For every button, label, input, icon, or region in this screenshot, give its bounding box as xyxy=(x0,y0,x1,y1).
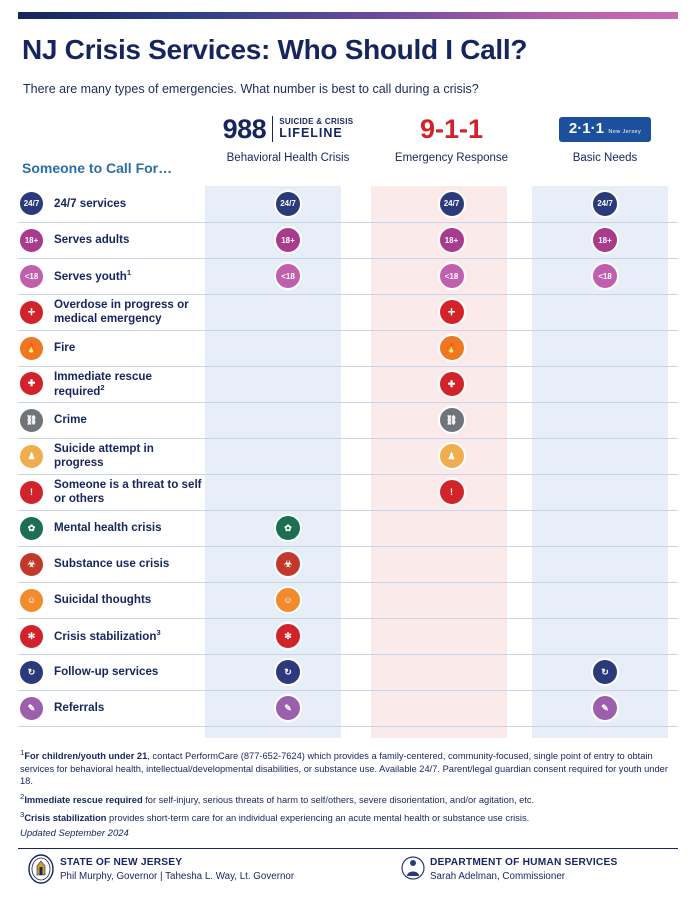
fire-flame-icon: 🔥 xyxy=(18,335,45,362)
logo-988-text xyxy=(279,118,353,140)
matrix-cell xyxy=(532,654,678,690)
table-row xyxy=(18,474,678,510)
row-label-footnote-marker: 1 xyxy=(126,267,131,277)
substance-use-icon: ☣ xyxy=(274,550,302,578)
matrix-cell xyxy=(532,546,678,582)
row-label-cell xyxy=(18,222,205,258)
row-label-cell xyxy=(18,582,205,618)
row-label-text: Serves adults xyxy=(54,233,130,247)
logo-211 xyxy=(532,112,678,146)
matrix-cell xyxy=(205,186,371,222)
row-label-text: Follow-up services xyxy=(54,665,159,679)
row-label-text: Referrals xyxy=(54,701,105,715)
row-label-cell xyxy=(18,402,205,438)
state-seal-icon xyxy=(28,854,54,884)
logo-divider xyxy=(272,116,273,142)
top-gradient-bar xyxy=(18,12,678,19)
footer-right-subtitle: Sarah Adelman, Commissioner xyxy=(430,870,566,882)
footer-divider xyxy=(18,848,678,849)
matrix-cell xyxy=(205,474,371,510)
row-label-text: Mental health crisis xyxy=(54,521,162,535)
row-label-cell xyxy=(18,546,205,582)
fire-flame-icon: 🔥 xyxy=(438,334,466,362)
row-label-header: Someone to Call For… xyxy=(22,160,173,176)
youth-under18-icon: <18 xyxy=(438,262,466,290)
matrix-cell xyxy=(205,258,371,294)
row-label-cell xyxy=(18,294,205,330)
row-label-text: 24/7 services xyxy=(54,196,127,210)
dhs-logo-icon xyxy=(398,854,424,884)
warning-triangle-icon: ! xyxy=(18,479,45,506)
column-subtitle-911: Emergency Response xyxy=(394,152,509,164)
handcuffs-icon: ⛓ xyxy=(18,407,45,434)
footnote-2-bold: Immediate rescue required xyxy=(24,794,143,805)
footer-right xyxy=(430,856,617,883)
logo-988-line2: LIFELINE xyxy=(279,125,343,140)
clock-247-icon: 24/7 xyxy=(438,190,466,218)
clock-247-icon: 24/7 xyxy=(591,190,619,218)
person-alert-icon: ♟ xyxy=(438,442,466,470)
footer-right-title: DEPARTMENT OF HUMAN SERVICES xyxy=(430,857,618,868)
row-label-cell xyxy=(18,186,205,222)
adults-18plus-icon: 18+ xyxy=(274,226,302,254)
footnote-3: $^3$Crisis stabilization provides short-term care for an individual experiencing an acute mental health or substance use crisis. xyxy=(20,810,530,824)
row-label-text: Suicide attempt in progress xyxy=(54,442,154,469)
rescue-icon: ✚ xyxy=(438,370,466,398)
matrix-cell xyxy=(205,654,371,690)
person-alert-icon: ♟ xyxy=(18,443,45,470)
matrix-cell xyxy=(371,618,532,654)
matrix-cell xyxy=(205,330,371,366)
matrix-cell xyxy=(371,510,532,546)
adults-18plus-icon: 18+ xyxy=(591,226,619,254)
row-label-cell xyxy=(18,618,205,654)
row-label-text: Substance use crisis xyxy=(54,557,170,571)
matrix-cell xyxy=(205,366,371,402)
column-header-211 xyxy=(532,112,678,164)
followup-icon: ↻ xyxy=(591,658,619,686)
matrix-cell xyxy=(532,474,678,510)
matrix-cell xyxy=(371,330,532,366)
matrix-cell xyxy=(371,690,532,726)
column-header-911 xyxy=(371,112,532,164)
row-label-cell xyxy=(18,474,205,510)
footer-left-subtitle: Phil Murphy, Governor | Tahesha L. Way, Lt. Governor xyxy=(60,870,295,882)
matrix-cell xyxy=(532,186,678,222)
matrix-cell xyxy=(371,438,532,474)
matrix-cell xyxy=(205,222,371,258)
row-label-text: Suicidal thoughts xyxy=(54,593,152,607)
matrix-cell xyxy=(371,258,532,294)
table-row xyxy=(18,258,678,294)
matrix-cell xyxy=(205,402,371,438)
helping-hands-icon: ✿ xyxy=(18,515,45,542)
logo-911-number: 9-1-1 xyxy=(419,113,484,144)
table-row xyxy=(18,510,678,546)
row-label-text: Someone is a threat to self or others xyxy=(54,478,202,505)
footer-left-title: STATE OF NEW JERSEY xyxy=(60,857,183,868)
column-header-988 xyxy=(205,112,371,164)
footer-left xyxy=(60,856,294,883)
medical-cross-icon: ✛ xyxy=(438,298,466,326)
row-label-cell xyxy=(18,438,205,474)
logo-988-number: 988 xyxy=(222,113,267,144)
row-label-cell xyxy=(18,690,205,726)
matrix-cell xyxy=(205,438,371,474)
referrals-icon: ✎ xyxy=(18,695,45,722)
row-label-cell xyxy=(18,258,205,294)
logo-988-line1: SUICIDE & CRISIS xyxy=(279,117,354,127)
table-row xyxy=(18,690,678,726)
matrix-cell xyxy=(371,474,532,510)
table-row xyxy=(18,618,678,654)
matrix-cell xyxy=(371,582,532,618)
logo-911 xyxy=(371,112,532,146)
matrix-cell xyxy=(205,618,371,654)
followup-icon: ↻ xyxy=(18,659,45,686)
warning-triangle-icon: ! xyxy=(438,478,466,506)
medical-cross-icon: ✛ xyxy=(18,299,45,326)
matrix-cell xyxy=(371,294,532,330)
page-title: NJ Crisis Services: Who Should I Call? xyxy=(22,34,528,65)
footnote-1-text: , contact PerformCare (877-652-7624) which provides a family-centered, community-focused, single point of entry to obtain services for behavioral health, intellectual/developmental disabilities, or substance use. Available 24/7. Parent/legal guardian consent required for youth under 18. xyxy=(20,751,668,787)
row-label-text: Overdose in progress or medical emergency xyxy=(54,298,189,325)
updated-date: Updated September 2024 xyxy=(20,828,129,839)
footnotes xyxy=(20,748,676,829)
thought-person-icon: ☺ xyxy=(274,586,302,614)
footnote-1: $^1$For children/youth under 21, contact PerformCare (877-652-7624) which provides a family-centered, community-focused, single point of entry to obtain services for behavioral health, intellectual/developmental disabilities, or substance use. Available 24/7. Parent/legal guardian consent required for youth under 18. xyxy=(20,748,668,787)
matrix-cell xyxy=(532,690,678,726)
helping-hands-icon: ✿ xyxy=(274,514,302,542)
footnote-1-bold: For children/youth under 21 xyxy=(24,751,148,762)
table-row xyxy=(18,330,678,366)
matrix-cell xyxy=(205,294,371,330)
page-subtitle: There are many types of emergencies. What number is best to call during a crisis? xyxy=(23,82,479,96)
footnote-3-text: provides short-term care for an individual experiencing an acute mental health or substance use crisis. xyxy=(106,813,530,824)
clock-247-icon: 24/7 xyxy=(18,190,45,217)
referrals-icon: ✎ xyxy=(274,694,302,722)
footnote-2-text: for self-injury, serious threats of harm to self/others, severe disorientation, and/or agitation, etc. xyxy=(142,794,535,805)
column-subtitle-211: Basic Needs xyxy=(572,152,638,164)
services-matrix xyxy=(18,186,678,727)
footnote-3-bold: Crisis stabilization xyxy=(24,813,107,824)
table-row xyxy=(18,438,678,474)
stabilization-icon: ✻ xyxy=(18,623,45,650)
row-label-footnote-marker: 3 xyxy=(156,627,161,637)
row-label-cell xyxy=(18,654,205,690)
row-label-footnote-marker: 2 xyxy=(100,382,105,392)
logo-211-state: New Jersey xyxy=(608,128,642,135)
table-row xyxy=(18,294,678,330)
matrix-cell xyxy=(532,258,678,294)
logo-211-number: 2·1·1 xyxy=(568,119,604,137)
matrix-cell xyxy=(532,510,678,546)
row-label-cell xyxy=(18,366,205,402)
matrix-cell xyxy=(205,510,371,546)
table-row xyxy=(18,402,678,438)
row-label-text: Crime xyxy=(54,413,87,427)
clock-247-icon: 24/7 xyxy=(274,190,302,218)
matrix-cell xyxy=(371,546,532,582)
handcuffs-icon: ⛓ xyxy=(438,406,466,434)
table-row xyxy=(18,186,678,222)
table-row xyxy=(18,366,678,402)
table-row xyxy=(18,654,678,690)
matrix-cell xyxy=(371,366,532,402)
followup-icon: ↻ xyxy=(274,658,302,686)
matrix-cell xyxy=(532,438,678,474)
matrix-cell xyxy=(205,546,371,582)
logo-988 xyxy=(205,112,371,146)
matrix-cell xyxy=(532,402,678,438)
row-label-text: Crisis stabilization$^3$ xyxy=(54,627,161,643)
matrix-cell xyxy=(532,330,678,366)
youth-under18-icon: <18 xyxy=(18,263,45,290)
referrals-icon: ✎ xyxy=(591,694,619,722)
row-label-text: Fire xyxy=(54,341,76,355)
matrix-cell xyxy=(371,402,532,438)
matrix-cell xyxy=(371,186,532,222)
table-row xyxy=(18,546,678,582)
adults-18plus-icon: 18+ xyxy=(438,226,466,254)
youth-under18-icon: <18 xyxy=(591,262,619,290)
matrix-cell xyxy=(205,690,371,726)
column-subtitle-988: Behavioral Health Crisis xyxy=(226,152,350,164)
matrix-cell xyxy=(532,294,678,330)
row-label-cell xyxy=(18,330,205,366)
row-label-cell xyxy=(18,510,205,546)
thought-person-icon: ☺ xyxy=(18,587,45,614)
matrix-cell xyxy=(532,618,678,654)
matrix-cell xyxy=(205,582,371,618)
footnote-2: $^2$Immediate rescue required for self-injury, serious threats of harm to self/others, severe disorientation, and/or agitation, etc. xyxy=(20,791,535,805)
table-row xyxy=(18,582,678,618)
row-label-text: Immediate rescue required$^2$ xyxy=(54,369,152,398)
matrix-cell xyxy=(532,366,678,402)
adults-18plus-icon: 18+ xyxy=(18,227,45,254)
substance-use-icon: ☣ xyxy=(18,551,45,578)
matrix-cell xyxy=(532,582,678,618)
matrix-cell xyxy=(371,654,532,690)
stabilization-icon: ✻ xyxy=(274,622,302,650)
row-label-text: Serves youth$^1$ xyxy=(54,267,131,283)
youth-under18-icon: <18 xyxy=(274,262,302,290)
matrix-cell xyxy=(532,222,678,258)
table-row xyxy=(18,222,678,258)
matrix-cell xyxy=(371,222,532,258)
rescue-icon: ✚ xyxy=(18,370,45,397)
